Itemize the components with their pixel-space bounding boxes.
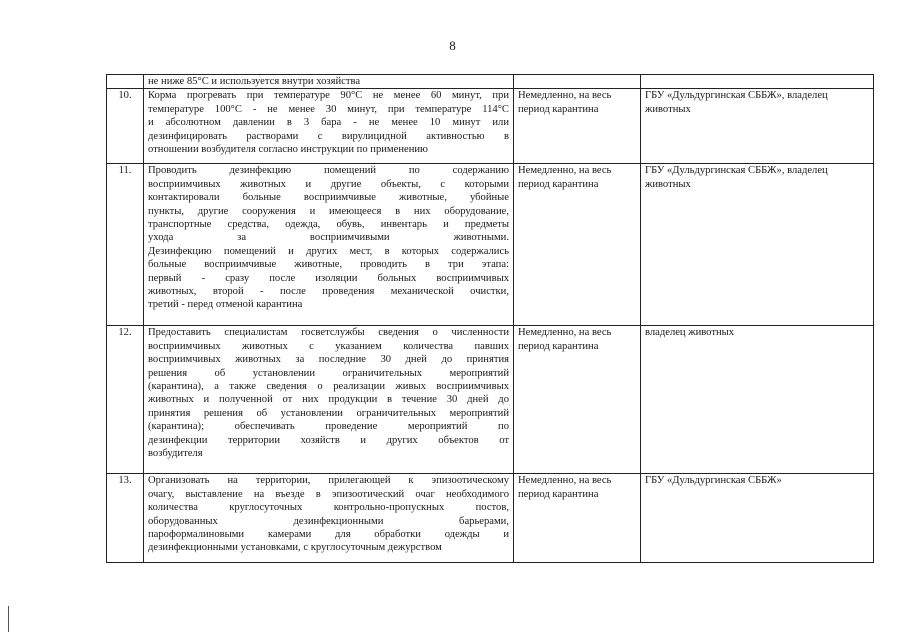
deadline-cell: Немедленно, на весь период карантина (514, 474, 641, 563)
row-number-cell: 13. (107, 474, 144, 563)
deadline-cell: Немедленно, на весь период карантина (514, 164, 641, 326)
action-cell (144, 326, 514, 474)
row-number-cell (107, 75, 144, 89)
action-text-line: принятия решения об установлении ограничительных мероприятий (148, 407, 509, 419)
action-cell (144, 75, 514, 89)
action-text-line: животных, второй - после проведения механической очистки, (148, 286, 509, 298)
action-text-line: Проводить дезинфекцию помещений по содержанию (148, 165, 509, 177)
action-text-line: Дезинфекцию помещений и других мест, в которых содержались (148, 245, 509, 257)
action-text-line: пароформалиновыми камерами для обработки одежды и (148, 529, 509, 541)
action-text-line: Корма прогревать при температуре 90°С не менее 60 минут, при (148, 90, 509, 102)
action-cell (144, 164, 514, 326)
responsible-cell: ГБУ «Дульдургинская СББЖ», владелец животных (641, 164, 874, 326)
row-number-cell: 10. (107, 89, 144, 164)
margin-line (8, 606, 9, 632)
action-text-line: возбудителя (148, 448, 203, 460)
action-text-line: дезинфекционными установками, с круглосуточным дежурством (148, 542, 442, 554)
responsible-cell: владелец животных (641, 326, 874, 474)
action-text-line: первый - сразу после изоляции больных восприимчивых (148, 272, 509, 284)
action-cell (144, 474, 514, 563)
action-text-line: количества круглосуточных контрольно-пропускных постов, (148, 502, 509, 514)
action-text-line: Предоставить специалистам госветслужбы сведения о численности (148, 327, 509, 339)
action-text-line: животных и полученной от них продукции в течение 30 дней до (148, 394, 509, 406)
action-text-line: решения об установлении ограничительных мероприятий (148, 367, 509, 379)
action-text-line: температуре 100°С - не менее 30 минут, при температуре 114°С (148, 103, 509, 115)
action-text-line: дезинфицировать растворами с вирулицидной активностью в (148, 130, 509, 142)
action-text-line: восприимчивых животных за последние 30 дней до принятия (148, 354, 509, 366)
action-text-line: больные восприимчивые животные, проводить в три этапа: (148, 259, 509, 271)
action-text-line: отношении возбудителя согласно инструкции по применению (148, 144, 428, 156)
quarantine-measures-table (106, 74, 874, 563)
action-text-line: транспортные средства, одежда, обувь, инвентарь и предметы (148, 219, 509, 231)
action-text-line: восприимчивых животных с указанием количества павших (148, 340, 509, 352)
action-text-line: не ниже 85°С и используется внутри хозяйства (148, 76, 361, 87)
responsible-cell (641, 75, 874, 89)
action-text-line: Организовать на территории, прилегающей к эпизоотическому (148, 475, 509, 487)
action-text-line: оборудованных дезинфекционными барьерами, (148, 515, 509, 527)
action-text-line: пункты, другие сооружения и имеющееся в них оборудование, (148, 205, 509, 217)
action-text-line: третий - перед отменой карантина (148, 299, 303, 311)
action-text-line: восприимчивых животных и другие объекты, с которыми (148, 178, 509, 190)
row-number-cell: 12. (107, 326, 144, 474)
responsible-cell: ГБУ «Дульдургинская СББЖ» (641, 474, 874, 563)
action-text-line: контактировали больные восприимчивые животные, убойные (148, 192, 509, 204)
action-text-line: и абсолютном давлении в 3 бара - не менее 10 минут или (148, 117, 509, 129)
responsible-cell: ГБУ «Дульдургинская СББЖ», владелец животных (641, 89, 874, 164)
table-row (107, 474, 874, 563)
action-text-line: очагу, выставление на въезде в эпизоотический очаг необходимого (148, 488, 509, 500)
action-text-line: дезинфекции территории хозяйств и других объектов от (148, 434, 509, 446)
action-text-line: (карантина), а также сведения о реализации живых восприимчивых (148, 381, 509, 393)
table-row (107, 326, 874, 474)
table-body (107, 75, 874, 563)
page-number: 8 (449, 38, 456, 53)
table-row (107, 164, 874, 326)
deadline-cell (514, 75, 641, 89)
action-text-line: ухода за восприимчивыми животными. (148, 232, 509, 244)
action-text-line: (карантина); обеспечивать проведение мероприятий по (148, 421, 509, 433)
deadline-cell: Немедленно, на весь период карантина (514, 89, 641, 164)
table-row (107, 75, 874, 89)
row-number-cell: 11. (107, 164, 144, 326)
deadline-cell: Немедленно, на весь период карантина (514, 326, 641, 474)
table-row (107, 89, 874, 164)
action-cell (144, 89, 514, 164)
